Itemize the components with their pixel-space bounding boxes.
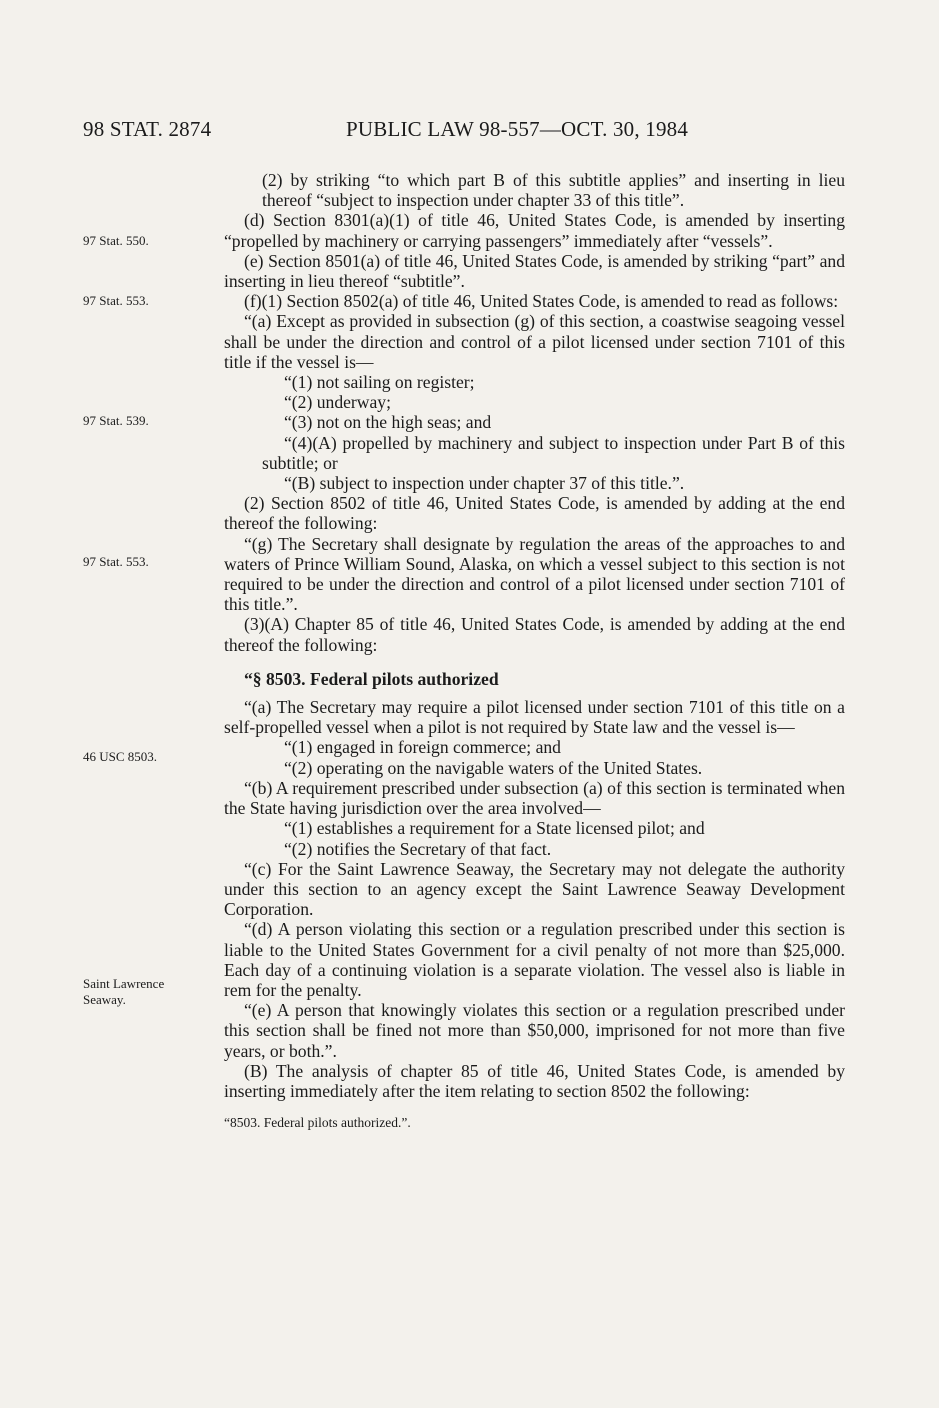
- section-heading: “§ 8503. Federal pilots authorized: [244, 668, 499, 689]
- paragraph: “(a) Except as provided in subsection (g) of this section, a coastwise seagoing vessel shall be under the direction and control of a pilot licensed under section 7101 of this title if the vessel is—: [224, 311, 845, 372]
- margin-note-97-stat-553-b: 97 Stat. 553.: [83, 554, 149, 569]
- paragraph: “(1) not sailing on register;: [284, 372, 475, 393]
- paragraph: “(e) A person that knowingly violates this section or a regulation prescribed under this section shall be fined not more than $50,000, imprisoned for not more than five years, or both.”.: [224, 1000, 845, 1061]
- paragraph: “(2) notifies the Secretary of that fact.: [284, 838, 552, 859]
- paragraph: (d) Section 8301(a)(1) of title 46, United States Code, is amended by inserting “propelled by machinery or carrying passengers” immediately after “vessels”.: [224, 210, 845, 251]
- paragraph: “(1) establishes a requirement for a State licensed pilot; and: [284, 818, 705, 839]
- analysis-item: “8503. Federal pilots authorized.”.: [224, 1115, 411, 1131]
- paragraph: “(2) operating on the navigable waters of the United States.: [284, 757, 703, 778]
- margin-note-saint-lawrence: [83, 976, 203, 1008]
- margin-note-46-usc-8503: 46 USC 8503.: [83, 749, 158, 764]
- margin-note-line: Seaway.: [83, 992, 126, 1007]
- paragraph: “(3) not on the high seas; and: [284, 412, 492, 433]
- paragraph: “(2) underway;: [284, 392, 391, 413]
- paragraph: “(4)(A) propelled by machinery and subject to inspection under Part B of this subtitle; or: [262, 432, 845, 473]
- paragraph: “(B) subject to inspection under chapter 37 of this title.”.: [284, 473, 685, 494]
- paragraph: “(c) For the Saint Lawrence Seaway, the Secretary may not delegate the authority under this section to an agency except the Saint Lawrence Seaway Development Corporation.: [224, 858, 845, 920]
- paragraph: “(1) engaged in foreign commerce; and: [284, 737, 561, 758]
- paragraph: (f)(1) Section 8502(a) of title 46, United States Code, is amended to read as follows:: [244, 291, 839, 312]
- paragraph: “(d) A person violating this section or a regulation prescribed under this section is liable to the United States Government for a civil penalty of not more than $25,000. Each day of a continuing violation is a separate violation. The vessel also is liable in rem for the penalty.: [224, 919, 845, 1000]
- public-law-header: PUBLIC LAW 98-557—OCT. 30, 1984: [346, 117, 689, 141]
- paragraph: (2) Section 8502 of title 46, United States Code, is amended by adding at the end thereof the following:: [224, 493, 845, 534]
- paragraph: (2) by striking “to which part B of this subtitle applies” and inserting in lieu thereof “subject to inspection under chapter 33 of this title”.: [262, 170, 845, 211]
- paragraph: “(b) A requirement prescribed under subsection (a) of this section is terminated when the State having jurisdiction over the area involved—: [224, 777, 845, 819]
- paragraph: “(a) The Secretary may require a pilot licensed under section 7101 of this title on a self-propelled vessel when a pilot is not required by State law and the vessel is—: [224, 697, 845, 738]
- paragraph: (B) The analysis of chapter 85 of title 46, United States Code, is amended by inserting immediately after the item relating to section 8502 the following:: [224, 1060, 845, 1101]
- paragraph: (3)(A) Chapter 85 of title 46, United States Code, is amended by adding at the end thereof the following:: [224, 614, 845, 655]
- page-stat-header: 98 STAT. 2874: [83, 117, 212, 141]
- paragraph: “(g) The Secretary shall designate by regulation the areas of the approaches to and waters of Prince William Sound, Alaska, on which a vessel subject to this section is not required to be under the direction and control of a pilot licensed under section 7101 of this title.”.: [224, 533, 845, 615]
- margin-note-line: Saint Lawrence: [83, 976, 165, 991]
- paragraph: (e) Section 8501(a) of title 46, United States Code, is amended by striking “part” and inserting in lieu thereof “subtitle”.: [224, 250, 845, 292]
- margin-note-97-stat-553: 97 Stat. 553.: [83, 293, 149, 308]
- statute-body: [224, 170, 845, 1133]
- margin-note-97-stat-550: 97 Stat. 550.: [83, 233, 149, 248]
- margin-note-97-stat-539: 97 Stat. 539.: [83, 413, 149, 428]
